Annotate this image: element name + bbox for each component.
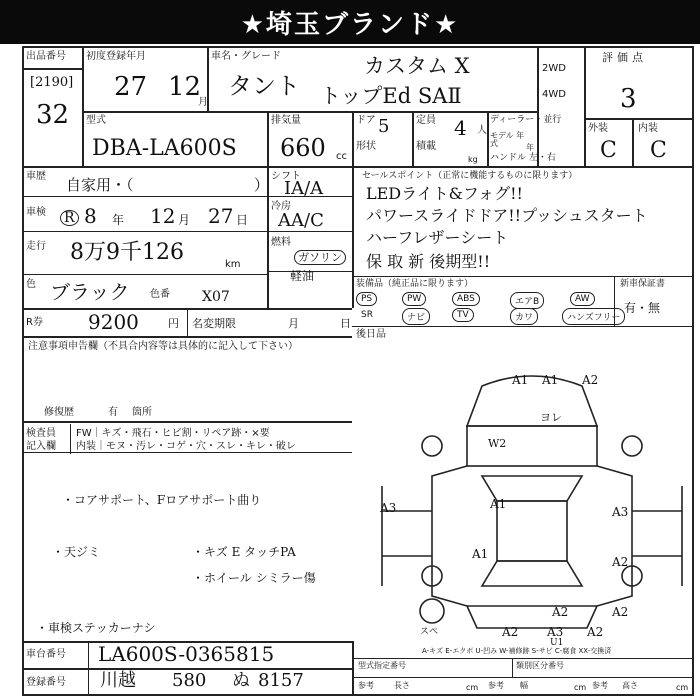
name-change-month: 月 — [288, 317, 299, 330]
inspection-year: 8 — [84, 204, 97, 228]
mark-a2-rear-right: A2 — [612, 605, 629, 619]
grade-label: 評価点 — [602, 51, 647, 64]
inspection-month-unit: 月 — [178, 213, 191, 227]
equip-handsfree: ハンズフリー — [562, 308, 625, 325]
aircon-label: 冷房 — [271, 201, 291, 212]
equip-ps: PS — [356, 292, 377, 306]
mark-u1: U1 — [550, 638, 564, 648]
remark-2: ・天ジミ — [52, 545, 101, 559]
first-reg-label: 初度登録年月 — [86, 51, 146, 62]
mark-a3-left: A3 — [380, 501, 397, 515]
spec-width: 幅 — [520, 681, 528, 690]
model-grade-2: トップEd SAⅡ — [320, 84, 462, 108]
spec-height-unit: cm — [676, 683, 689, 692]
cat-no-label: 類別区分番号 — [516, 661, 564, 670]
model-year-label: モデル 年式 — [490, 131, 525, 148]
equip-pw: PW — [402, 292, 426, 306]
capacity-label: 定員 — [416, 115, 436, 126]
usage-label: 車歴 — [26, 171, 46, 182]
mark-a2-top: A2 — [582, 373, 599, 387]
remark-5: ・車検ステッカーナシ — [36, 621, 156, 635]
repair-value: 有 — [108, 407, 118, 418]
exterior-grade: C — [600, 138, 617, 163]
mark-a3-bottom: A3 — [547, 625, 564, 639]
recycle-value: 9200 — [88, 310, 139, 334]
auction-sheet — [22, 46, 694, 696]
mark-a2-rear: A2 — [552, 605, 569, 619]
recycle-label: R券 — [26, 317, 43, 328]
mark-a1-top-2: A1 — [542, 373, 559, 387]
plate-kana: ぬ — [232, 670, 250, 691]
mark-a1-lower: A1 — [472, 547, 489, 561]
equip-leather: カワ — [510, 308, 538, 325]
capacity-unit: 人 — [477, 125, 487, 136]
color-value: ブラック — [50, 280, 130, 304]
lot-label: 出品番号 — [26, 51, 66, 62]
grade-value: 3 — [620, 84, 637, 114]
inspector-row-fw: FW｜キズ・飛石・ヒビ割・リペア跡・×要 — [76, 428, 270, 439]
interior-grade: C — [650, 138, 667, 163]
model-code-label: 型式 — [86, 115, 106, 126]
dealer-label: ディーラー・並行 — [490, 115, 562, 125]
equip-sr: SR — [361, 310, 373, 320]
model-code: DBA-LA600S — [92, 136, 237, 161]
displacement-label: 排気量 — [271, 115, 301, 126]
color-code-label: 色番 — [150, 289, 170, 300]
selling-line-4: 保 取 新 後期型!! — [366, 252, 491, 271]
inspector-row-interior: 内装｜モヌ・汚レ・コゲ・穴・スレ・キレ・破レ — [76, 441, 296, 452]
inspection-era: R — [60, 210, 79, 226]
load-unit: kg — [468, 155, 478, 164]
first-reg-unit: 月 — [198, 97, 208, 108]
chassis-label: 車台番号 — [26, 649, 66, 660]
inspection-year-unit: 年 — [112, 213, 125, 227]
spec-ref-3: 参考 — [592, 681, 608, 690]
selling-line-2: パワースライドドア!!プッシュスタート — [366, 206, 648, 225]
inspection-day: 27 — [208, 204, 234, 228]
usage-value: 自家用・（ — [66, 176, 134, 194]
color-label: 色 — [26, 279, 36, 290]
selling-line-1: LEDライト&フォグ!! — [366, 184, 523, 203]
first-reg-month: 12 — [168, 72, 202, 102]
plate-label: 登録番号 — [26, 677, 66, 688]
warranty-label: 新車保証書 — [620, 279, 666, 289]
auction-banner — [0, 0, 700, 44]
repair-location: 箇所 — [132, 407, 152, 418]
type-no-label: 型式指定番号 — [358, 661, 406, 670]
doors-label: ドア — [356, 115, 376, 126]
remark-3: ・キズ E タッチPA — [192, 545, 296, 559]
mark-a2-right: A2 — [612, 555, 629, 569]
damage-diagram — [362, 366, 692, 646]
mark-w2: W2 — [488, 437, 507, 450]
notes-label: 注意事項申告欄（不具合内容等は具体的に記入して下さい） — [28, 341, 298, 352]
mark-yore: ヨレ — [540, 411, 562, 424]
mileage-value: 8万9千126 — [70, 240, 184, 265]
plate-number: 8157 — [258, 670, 304, 691]
record-label: 記入欄 — [26, 441, 56, 452]
plate-region: 川越 — [100, 670, 136, 691]
color-code: X07 — [202, 289, 230, 305]
selling-label: セールスポイント（正常に機能するものに限ります） — [362, 171, 578, 181]
doors-value: 5 — [378, 116, 390, 137]
lot-number: 32 — [36, 100, 70, 130]
drive-2wd: 2WD — [542, 63, 566, 74]
banner-title: ★埼玉ブランド★ — [240, 9, 460, 40]
equipment-label: 装備品（純正品に限ります） — [356, 279, 474, 289]
inspection-day-unit: 日 — [236, 213, 249, 227]
auction-number: [2190] — [30, 75, 74, 90]
mark-a3-right: A3 — [612, 505, 629, 519]
fuel-keiyu: 軽油 — [290, 269, 315, 283]
handle-label: ハンドル 左・右 — [490, 153, 556, 163]
mileage-unit: km — [225, 259, 241, 270]
equip-airbag: エアB — [510, 292, 544, 309]
mark-spare: スペ — [420, 627, 439, 637]
shift-label: シフト — [271, 171, 301, 182]
recycle-unit: 円 — [168, 317, 179, 330]
first-reg-year: 27 — [114, 72, 148, 102]
interior-label: 内装 — [638, 123, 658, 134]
inspection-label: 車検 — [26, 207, 46, 218]
later-label: 後日品 — [356, 329, 386, 340]
equip-aw: AW — [570, 292, 595, 306]
mark-a1-top-1: A1 — [512, 373, 529, 387]
plate-class: 580 — [172, 670, 207, 691]
remark-4: ・ホイール シミラー傷 — [192, 571, 316, 585]
inspector-label: 検査員 — [26, 428, 56, 439]
displacement-unit: cc — [336, 151, 347, 162]
model-name-label: 車名・グレード — [211, 51, 281, 62]
spec-length-unit: cm — [466, 683, 479, 692]
model-grade-1: カスタム X — [364, 54, 470, 78]
load-label: 積載 — [416, 141, 436, 152]
chassis-number: LA600S-0365815 — [98, 642, 275, 666]
shape-label: 形状 — [356, 141, 376, 152]
equip-abs: ABS — [452, 292, 480, 306]
mark-a2-bottom-1: A2 — [502, 625, 519, 639]
model-year-unit: 年 — [526, 143, 534, 152]
exterior-label: 外装 — [588, 123, 608, 134]
spec-width-unit: cm — [574, 683, 587, 692]
remark-1: ・コアサポート、Fロアサポート曲り — [62, 493, 262, 507]
warranty-value: 有・無 — [624, 301, 661, 315]
mileage-label: 走行 — [26, 241, 46, 252]
equip-navi: ナビ — [402, 308, 430, 325]
mark-a1-mid: A1 — [490, 497, 507, 511]
spec-ref-2: 参考 — [488, 681, 504, 690]
spec-height: 高さ — [622, 681, 638, 690]
mark-a2-bottom-2: A2 — [587, 625, 604, 639]
spec-ref-1: 参考 — [358, 681, 374, 690]
model-name: タント — [228, 72, 300, 100]
name-change-day: 日 — [340, 317, 351, 330]
repair-label: 修復歴 — [44, 407, 74, 418]
selling-line-3: ハーフレザーシート — [366, 228, 509, 247]
shift-value: IA/A — [284, 178, 324, 199]
displacement: 660 — [280, 134, 326, 162]
usage-close: ） — [254, 176, 270, 194]
drive-4wd: 4WD — [542, 89, 566, 100]
spec-length: 長さ — [394, 681, 410, 690]
inspection-month: 12 — [150, 204, 176, 228]
equip-tv: TV — [452, 308, 474, 322]
name-change-label: 名変期限 — [192, 317, 236, 330]
capacity-value: 4 — [454, 116, 467, 140]
fuel-label: 燃料 — [271, 237, 291, 248]
fuel-gasoline: ガソリン — [294, 250, 346, 265]
aircon-value: AA/C — [278, 210, 324, 231]
damage-legend: A-キズ E-エクボ U-凹み W-補修跡 S-サビ C-腐食 XX-交換済 — [422, 647, 612, 655]
